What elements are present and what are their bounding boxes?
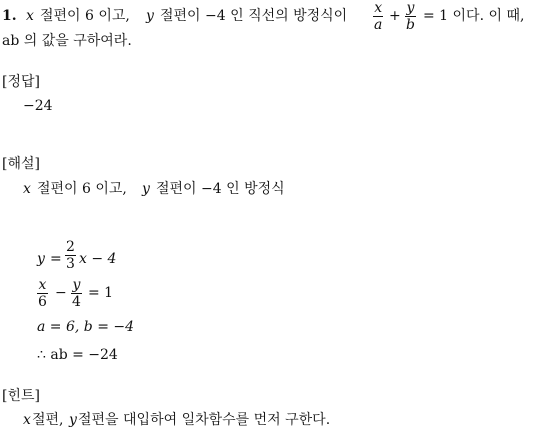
var-y: y <box>146 8 154 24</box>
fraction-2-over-3: 2 3 <box>66 239 75 272</box>
hint-var-x: x <box>23 412 31 428</box>
hint-var-y: y <box>69 412 77 428</box>
intro-var-x: x <box>23 181 31 197</box>
intro-text-2: 절편이 −4 인 방정식 <box>156 181 285 197</box>
fraction-y-over-b: y b <box>406 0 415 33</box>
intro-var-y: y <box>142 181 150 197</box>
step1-lhs: y <box>37 251 45 267</box>
problem-text-1: 절편이 6 이고, <box>40 8 130 24</box>
problem-line-2: ab 의 값을 구하여라. <box>2 33 132 49</box>
hint-label: [힌트] <box>2 388 40 404</box>
solution-step-4: ∴ ab = −24 <box>37 347 118 363</box>
answer-label: [정답] <box>2 74 40 90</box>
step1-eq: = <box>50 251 62 267</box>
step2-rest: = 1 <box>88 285 114 301</box>
fraction-y-over-4: y 4 <box>72 277 81 310</box>
fraction-x-over-a: x a <box>374 0 383 33</box>
var-x: x <box>26 8 34 24</box>
fraction-x-over-6: x 6 <box>38 277 47 310</box>
problem-eq-rest: = 1 이다. 이 때, <box>423 8 525 24</box>
step1-rest: x − 4 <box>79 251 117 267</box>
intro-text-1: 절편이 6 이고, <box>37 181 127 197</box>
hint-text-a: 절편, <box>32 412 64 428</box>
step2-minus: − <box>55 285 67 301</box>
hint-text-b: 절편을 대입하여 일차함수를 먼저 구한다. <box>78 412 331 428</box>
plus-sign: + <box>389 8 401 24</box>
solution-label: [해설] <box>2 156 40 172</box>
solution-step-3: a = 6, b = −4 <box>37 319 135 335</box>
problem-number: 1. <box>2 8 17 24</box>
problem-text-2: 절편이 −4 인 직선의 방정식이 <box>160 8 348 24</box>
answer-value: −24 <box>23 98 53 114</box>
